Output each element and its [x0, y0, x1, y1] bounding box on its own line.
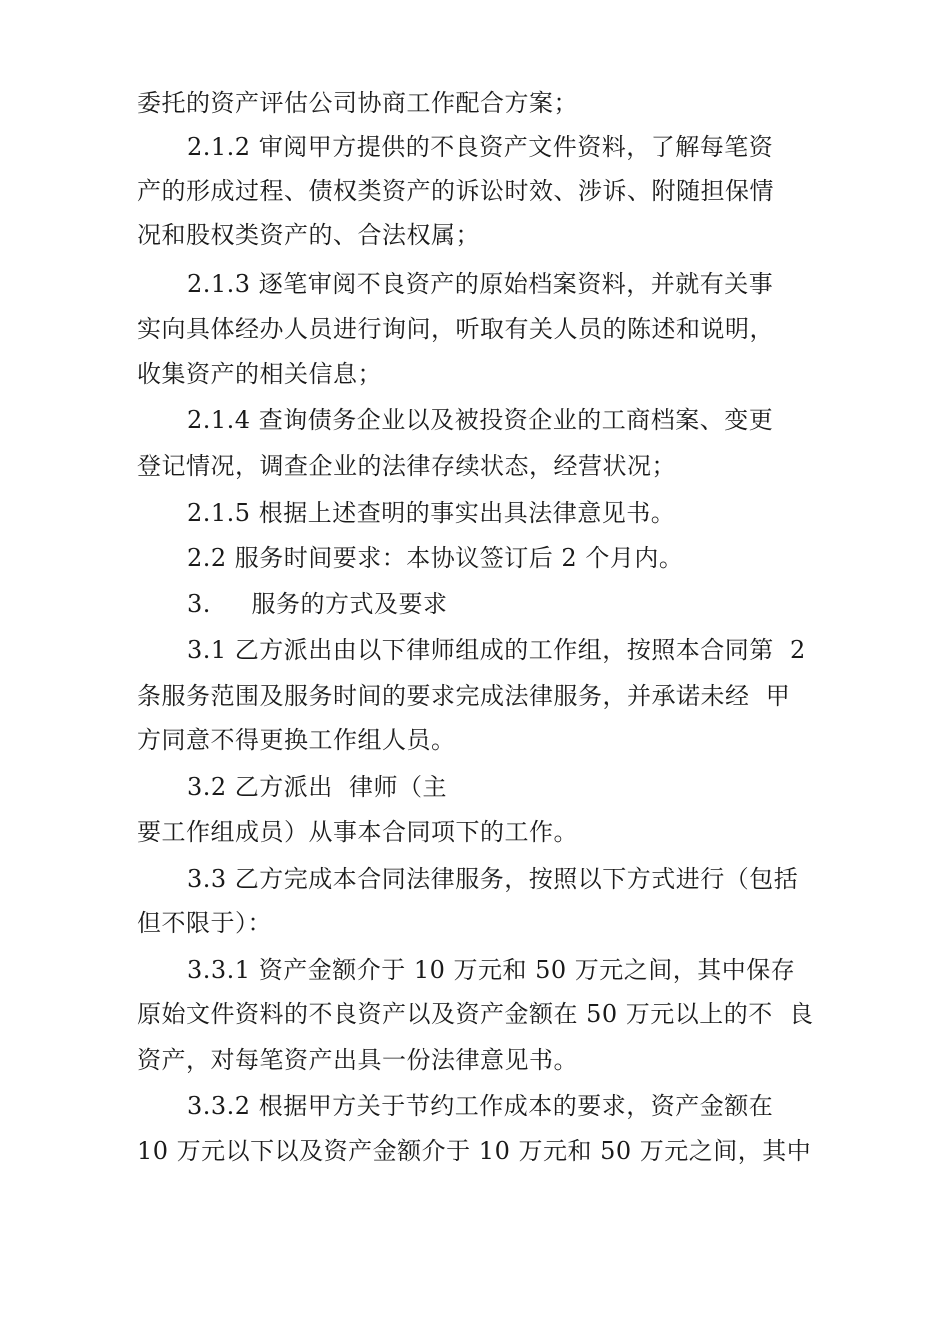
text-line: 3.3.1 资产金额介于 10 万元和 50 万元之间，其中保存 — [187, 956, 796, 984]
text-line: 3.3 乙方完成本合同法律服务，按照以下方式进行（包括 — [187, 865, 799, 893]
text-line: 2.1.3 逐笔审阅不良资产的原始档案资料，并就有关事 — [187, 270, 774, 298]
text-line: 3.2 乙方派出 律师（主 — [187, 773, 448, 801]
text-line: 收集资产的相关信息； — [137, 360, 382, 388]
text-line: 况和股权类资产的、合法权属； — [137, 221, 480, 249]
section-heading: 3. 服务的方式及要求 — [187, 590, 448, 618]
text-line: 3.1 乙方派出由以下律师组成的工作组，按照本合同第 2 — [187, 636, 806, 664]
text-line: 实向具体经办人员进行询问，听取有关人员的陈述和说明， — [137, 315, 774, 343]
text-line: 10 万元以下以及资产金额介于 10 万元和 50 万元之间，其中 — [137, 1137, 812, 1165]
text-line: 2.1.4 查询债务企业以及被投资企业的工商档案、变更 — [187, 406, 774, 434]
text-line: 资产，对每笔资产出具一份法律意见书。 — [137, 1046, 578, 1074]
text-line: 要工作组成员）从事本合同项下的工作。 — [137, 818, 578, 846]
text-line: 委托的资产评估公司协商工作配合方案； — [137, 89, 578, 117]
text-line: 原始文件资料的不良资产以及资产金额在 50 万元以上的不 良 — [137, 1000, 814, 1028]
text-line: 2.1.2 审阅甲方提供的不良资产文件资料，了解每笔资 — [187, 133, 774, 161]
text-line: 方同意不得更换工作组人员。 — [137, 726, 456, 754]
text-line: 登记情况，调查企业的法律存续状态，经营状况； — [137, 452, 676, 480]
text-line: 但不限于）： — [137, 909, 272, 937]
text-line: 2.2 服务时间要求：本协议签订后 2 个月内。 — [187, 544, 684, 572]
text-line: 条服务范围及服务时间的要求完成法律服务，并承诺未经 甲 — [137, 682, 791, 710]
text-line: 3.3.2 根据甲方关于节约工作成本的要求，资产金额在 — [187, 1092, 774, 1120]
text-line: 2.1.5 根据上述查明的事实出具法律意见书。 — [187, 499, 676, 527]
text-line: 产的形成过程、债权类资产的诉讼时效、涉诉、附随担保情 — [137, 177, 774, 205]
